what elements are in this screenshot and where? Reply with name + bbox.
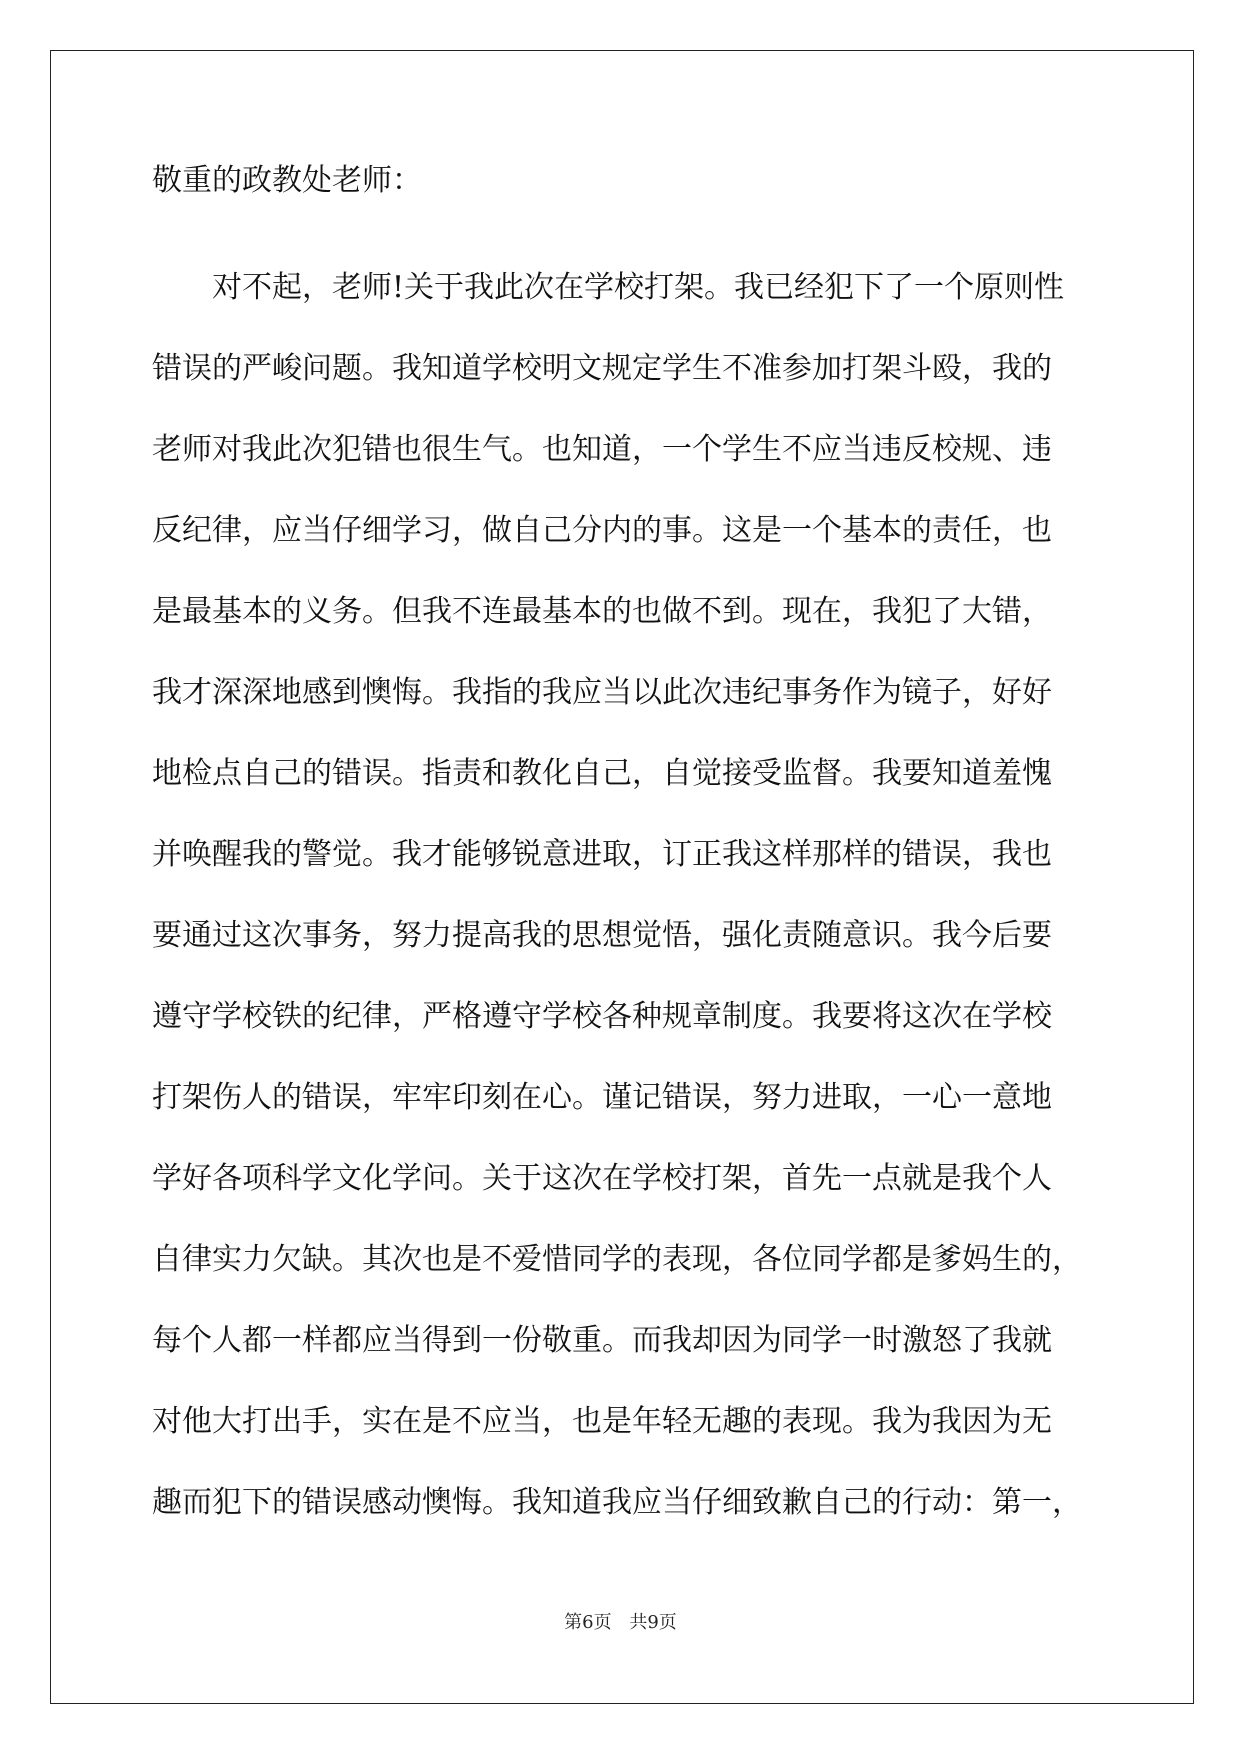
body-line: 反纪律，应当仔细学习，做自己分内的事。这是一个基本的责任，也 bbox=[152, 513, 1052, 548]
body-line: 趣而犯下的错误感动懊悔。我知道我应当仔细致歉自己的行动：第一， bbox=[152, 1485, 1082, 1520]
body-line: 我才深深地感到懊悔。我指的我应当以此次违纪事务作为镜子，好好 bbox=[152, 675, 1052, 710]
body-line: 老师对我此次犯错也很生气。也知道，一个学生不应当违反校规、违 bbox=[152, 432, 1052, 467]
body-line: 遵守学校铁的纪律，严格遵守学校各种规章制度。我要将这次在学校 bbox=[152, 999, 1052, 1034]
body-line: 对他大打出手，实在是不应当，也是年轻无趣的表现。我为我因为无 bbox=[152, 1404, 1052, 1439]
body-line: 地检点自己的错误。指责和教化自己，自觉接受监督。我要知道羞愧 bbox=[152, 756, 1052, 791]
body-line: 并唤醒我的警觉。我才能够锐意进取，订正我这样那样的错误，我也 bbox=[152, 837, 1052, 872]
body-line: 学好各项科学文化学问。关于这次在学校打架，首先一点就是我个人 bbox=[152, 1161, 1052, 1196]
salutation: 敬重的政教处老师： bbox=[152, 163, 422, 198]
body-line: 是最基本的义务。但我不连最基本的也做不到。现在，我犯了大错， bbox=[152, 594, 1052, 629]
body-line: 自律实力欠缺。其次也是不爱惜同学的表现，各位同学都是爹妈生的， bbox=[152, 1242, 1082, 1277]
document-body bbox=[152, 163, 1092, 1543]
body-line: 打架伤人的错误，牢牢印刻在心。谨记错误，努力进取，一心一意地 bbox=[152, 1080, 1052, 1115]
body-line: 每个人都一样都应当得到一份敬重。而我却因为同学一时激怒了我就 bbox=[152, 1323, 1052, 1358]
page-number-current: 第6页 bbox=[564, 1612, 612, 1633]
body-line: 错误的严峻问题。我知道学校明文规定学生不准参加打架斗殴，我的 bbox=[152, 351, 1052, 386]
body-line: 要通过这次事务，努力提高我的思想觉悟，强化责随意识。我今后要 bbox=[152, 918, 1052, 953]
page-number-total: 共9页 bbox=[629, 1612, 677, 1633]
body-line: 对不起，老师!关于我此次在学校打架。我已经犯下了一个原则性 bbox=[152, 270, 1065, 305]
page-footer bbox=[0, 1608, 1241, 1634]
